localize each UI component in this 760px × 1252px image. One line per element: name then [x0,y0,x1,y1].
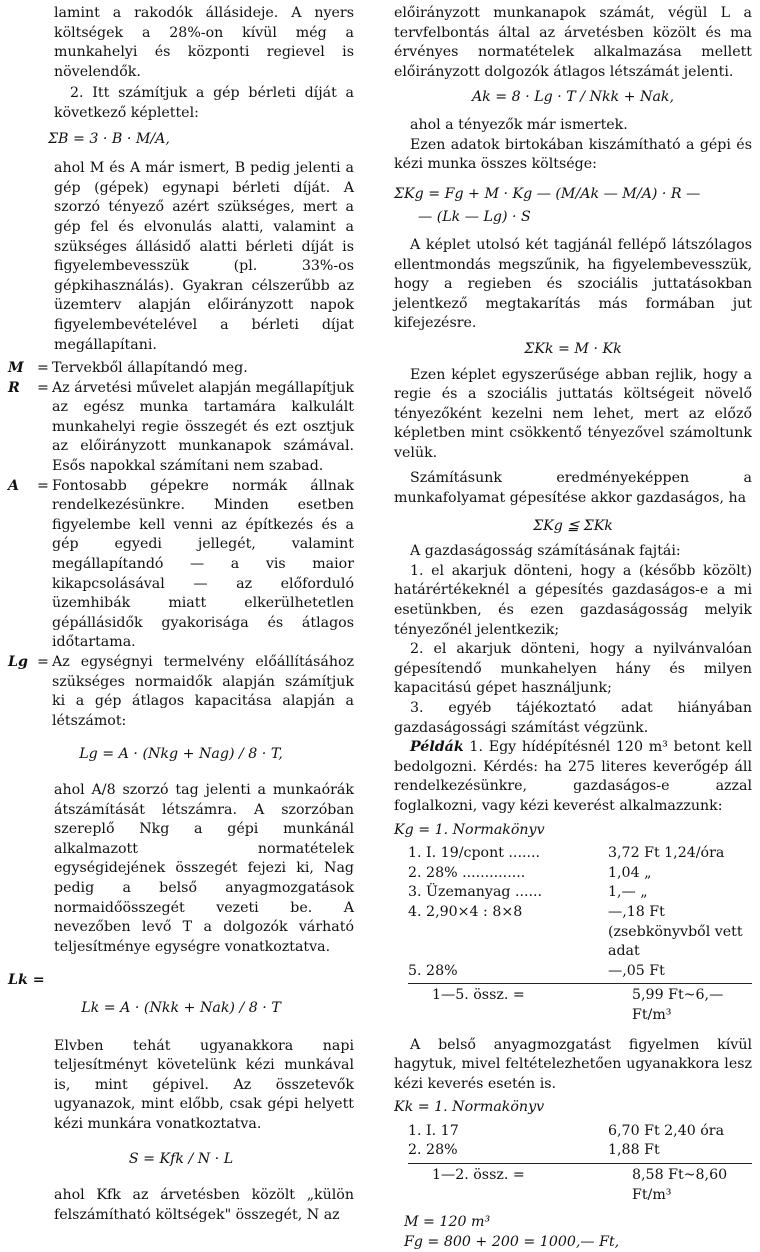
right-column [394,4,752,1252]
formula-condition: ΣKg ≦ ΣKk [533,517,613,534]
example-title: Példák [410,739,464,756]
paragraph: A gazdaságosság számításának fajtái: [410,543,681,560]
list-item: 2. el akarjuk dönteni, hogy a nyilvánvalóan gépesítendő munkahelyen hány és milyen kapacitású gépet használjunk; [394,641,752,697]
paragraph: Elvben tehát ugyanakkora napi teljesítményt követelünk kézi munkával is, mint gépivel. Az összetevők ugyanazok, mint előbb, csak gépi helyett kézi munkára vonatkoztatva. [54,1037,354,1132]
table-row: 3. Üzemanyag ...... 1,— „ [408,884,648,901]
sum-rule [408,1163,752,1164]
lk-label: Lk = [8,972,45,989]
kg-header: Kg = 1. Normakönyv [394,821,545,838]
list-item: 1. el akarjuk dönteni, hogy a (később közölt) határértékeknél a gépesítés gazdaságos-e a mi esetünkben, és ezen gazdaságosság melyik tényezőnél jelentkezik; [394,562,752,638]
paragraph: ahol M és A már ismert, B pedig jelenti a gép (gépek) egynapi bérleti díját. A szorzó tényező azért szükséges, mert a gép fel és elvonulás alatti, valamint a szükséges állásidő alatti bérleti díját is figyelembevesszük (pl. 33%-os gépkihasználás). Gyakran célszerűbb az üzemterv alapján előirányzott napok figyelembevételével a bérleti díjat megállapítani. [54,160,354,353]
sum-row: 1—2. össz. = 8,58 Ft~8,60 Ft/m³ [432,1167,728,1203]
formula-s: S = Kfk / N · L [128,1151,234,1168]
sum-row: 1—5. össz. = 5,99 Ft~6,—Ft/m³ [432,987,724,1023]
table-row: 2. 28% .............. 1,04 „ [408,864,652,881]
left-column [8,4,354,1225]
table-row: 4. 2,90×4 : 8×8 —,18 Ft (zsebkönyvből vett adat [408,903,743,960]
formula-lk: Lk = A · (Nkk + Nak) / 8 · T [81,999,281,1016]
paragraph: A képlet utolsó két tagjánál fellépő látszólagos ellentmondás megszűnik, ha figyelembevesszük, hogy a regieben és szociális juttatásokban jelentkező megtakarítás más formában jut kifejezésre. [394,236,752,332]
table-row: 1. I. 19/cpont ....... 3,72 Ft 1,24/óra [408,845,725,862]
paragraph: ahol a tényezők már ismertek. [410,116,628,133]
paragraph: lamint a rakodók állásideje. A nyers költségek a 28%-on kívül még a munkahelyi és központi regievel is növelendők. [54,5,354,80]
formula-lg: Lg = A · (Nkg + Nag) / 8 · T, [79,746,283,763]
definition-m: M = Tervekből állapítandó meg. [8,360,248,377]
formula-kk: ΣKk = M · Kk [524,340,622,357]
paragraph: Ezen képlet egyszerűsége abban rejlik, hogy a regie és a szociális juttatás költségeit növelő tényezőként kezelni nem lehet, mert az előző képletben mint csökkentő tényezővel számoltunk velük. [394,366,752,461]
definition-a: A = Fontosabb gépekre normák állnak rendelkezésünkre. Minden esetben figyelembe kell venni az építkezés és a gép egyedi jellegét, valamint megállapítandó — a vis maior kikapcsolásával — az előforduló üzemhibák miatt elkerülhetetlen gépállásidők gyakorisága és átlagos időtartama. [8,477,354,651]
sum-rule [408,983,752,984]
formula-kg-line1: ΣKg = Fg + M · Kg — (M/Ak — M/A) · R — [394,185,701,202]
kg-calculation [394,821,752,1026]
table-row: 5. 28% —,05 Ft [408,962,665,979]
paragraph: 2. Itt számítjuk a gép bérleti díját a következő képlettel: [54,85,354,121]
example-paragraph [394,738,752,816]
example-text: 1. Egy hídépítésnél 120 m³ betont kell bedolgozni. Kérdés: ha 275 literes keverőgép áll rendelkezésünkre, gazdaságos-e azzal foglalkozni, vagy kézi keverést alkalmazzunk: [394,739,753,814]
table-row: 2. 28% 1,88 Ft [408,1142,660,1159]
paragraph: Számításunk eredményeképpen a munkafolyamat gépesítése akkor gazdaságos, ha [394,470,752,507]
paragraph: A belső anyagmozgatást figyelmen kívül hagytuk, mivel feltételezhetően ugyanakkora lesz kézi keverés esetén is. [394,1036,752,1092]
definition-r: R = Az árvetési művelet alapján megállapítjuk az egész munka tartamára kalkulált munkahelyi regie összegét és ezt osztjuk az előirányzott munkanapok számával. Esős napokkal számítani nem szabad. [8,379,354,475]
formula-kg-line2: — (Lk — Lg) · S [418,209,531,226]
kk-header: Kk = 1. Normakönyv [394,1099,545,1116]
m-value: M = 120 m³ [404,1214,491,1231]
paragraph: Ezen adatok birtokában kiszámítható a gépi és kézi munka összes költsége: [394,136,752,173]
table-row: 1. I. 17 6,70 Ft 2,40 óra [408,1122,725,1139]
list-item: 3. egyéb tájékoztató adat hiányában gazdaságossági számítást végzünk. [394,700,752,736]
paragraph: ahol A/8 szorzó tag jelenti a munkaórák átszámítását létszámra. A szorzóban szereplő Nkg a gépi munkánál alkalmazott normatételek egységidejének összegét fejezi ki, Nag pedig a belső anyagmozgatások normaidőösszegét vezeti be. A nevezőben levő T a dolgozók várható teljesítménye egységre vonatkoztatva. [54,781,354,955]
paragraph: ahol Kfk az árvetésben közölt „külön felszámítható költségek" összegét, N az [54,1187,354,1223]
paragraph: előirányzott munkanapok számát, végül L a tervfelbontás által az árvetésben közölt és ma érvényes normatételek alkalmazása mellett előirányzott dolgozók átlagos létszámát jelenti. [394,5,752,80]
fg-value: Fg = 800 + 200 = 1000,— Ft, [404,1233,620,1250]
formula-ak: Ak = 8 · Lg · T / Nkk + Nak, [471,89,675,106]
formula: ΣB = 3 · B · M/A, [48,130,170,147]
definition-lg: Lg = Az egységnyi termelvény előállításához szükséges normaidők alapján számítjuk ki a gép átlagos kapacitása alapján a létszámot: [8,654,354,729]
